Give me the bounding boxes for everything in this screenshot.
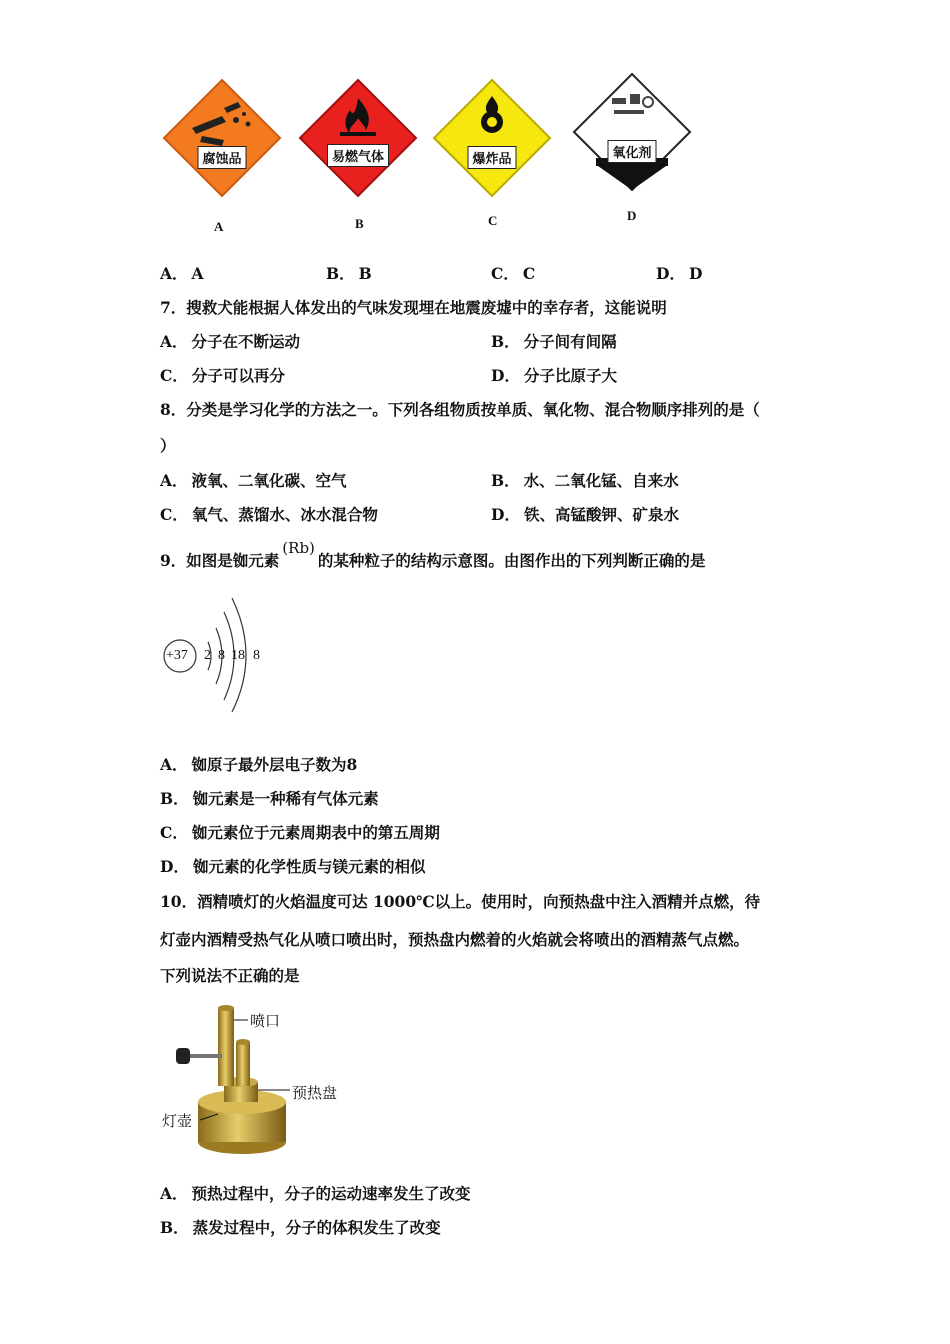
preheat-plate-label: 预热盘	[292, 1084, 338, 1102]
q6-option-d[interactable]	[656, 262, 702, 284]
option-text: 蒸发过程中，分子的体积发生了改变	[192, 1218, 441, 1237]
q9-stem	[160, 539, 706, 571]
option-label: A．	[160, 332, 188, 351]
option-text: 液氧、二氧化碳、空气	[191, 471, 347, 490]
option-label: A．	[160, 264, 188, 283]
option-label: A．	[160, 471, 188, 490]
option-label: C．	[491, 264, 519, 283]
atomic-structure-diagram	[162, 594, 272, 714]
shell-3-electrons: 18	[231, 648, 245, 663]
hazard-sign-text: 氧化剂	[607, 140, 656, 163]
lamp-pot-label: 灯壶	[162, 1112, 193, 1130]
q8-option-b[interactable]	[491, 469, 679, 491]
option-label: D．	[491, 366, 520, 385]
q10-option-a[interactable]	[160, 1182, 471, 1204]
flame-diamond-icon	[298, 78, 418, 198]
q10-stem-line-1: 10．酒精喷灯的火焰温度可达 1000℃以上。使用时，向预热盘中注入酒精并点燃，待	[160, 892, 761, 911]
shell-2-electrons: 8	[218, 648, 225, 663]
sign-caption-c: C	[488, 213, 498, 228]
q6-option-b[interactable]	[326, 262, 372, 284]
option-text: 水、二氧化锰、自来水	[523, 471, 679, 490]
q6-option-c[interactable]	[491, 262, 535, 284]
sign-caption-a: A	[214, 219, 224, 234]
option-text: 铷元素位于元素周期表中的第五周期	[191, 823, 440, 842]
q9-option-a[interactable]	[160, 753, 357, 775]
q9-option-d[interactable]	[160, 855, 425, 877]
q10-stem-line-3: 下列说法不正确的是	[160, 966, 300, 985]
option-label: D．	[160, 857, 189, 876]
option-text: 铷元素的化学性质与镁元素的相似	[192, 857, 426, 876]
option-label: B．	[326, 264, 355, 283]
option-text: 氧气、蒸馏水、冰水混合物	[191, 505, 378, 524]
q7-stem: 7．搜救犬能根据人体发出的气味发现埋在地震废墟中的幸存者，这能说明	[160, 298, 667, 317]
option-text: 铁、高锰酸钾、矿泉水	[523, 505, 679, 524]
shell-1-electrons: 2	[204, 648, 211, 663]
option-label: B．	[491, 332, 520, 351]
hazard-sign-corrosive	[162, 78, 282, 198]
option-text: 铷原子最外层电子数为8	[191, 755, 358, 774]
option-label: D．	[491, 505, 520, 524]
hazard-sign-text: 爆炸品	[467, 146, 516, 169]
alcohol-blowtorch-figure	[160, 1002, 360, 1162]
rb-symbol: (Rb)	[282, 539, 315, 557]
q10-stem-line-2: 灯壶内酒精受热气化从喷口喷出时，预热盘内燃着的火焰就会将喷出的酒精蒸气点燃。	[160, 930, 750, 949]
option-text: 分子比原子大	[523, 366, 617, 385]
q7-option-d[interactable]	[491, 364, 617, 386]
option-text: C	[522, 264, 536, 283]
q8-option-d[interactable]	[491, 503, 679, 525]
q9-option-c[interactable]	[160, 821, 440, 843]
q7-option-b[interactable]	[491, 330, 617, 352]
q7-option-a[interactable]	[160, 330, 300, 352]
option-text: 分子可以再分	[191, 366, 285, 385]
q7-option-c[interactable]	[160, 364, 285, 386]
option-text: 铷元素是一种稀有气体元素	[192, 789, 379, 808]
option-text: 分子在不断运动	[191, 332, 301, 351]
option-text: D	[688, 264, 703, 283]
sign-caption-d: D	[627, 208, 637, 223]
hazard-sign-text: 腐蚀品	[197, 146, 246, 169]
option-text: 预热过程中，分子的运动速率发生了改变	[191, 1184, 471, 1203]
q8-stem: 8．分类是学习化学的方法之一。下列各组物质按单质、氧化物、混合物顺序排列的是（	[160, 400, 760, 419]
option-label: B．	[160, 1218, 189, 1237]
option-label: A．	[160, 1184, 188, 1203]
q9-option-b[interactable]	[160, 787, 379, 809]
hazard-sign-text: 易燃气体	[327, 144, 389, 167]
option-label: B．	[491, 471, 520, 490]
nucleus-charge: +37	[166, 648, 188, 663]
hazard-sign-flammable-gas	[298, 78, 418, 198]
option-label: C．	[160, 823, 188, 842]
q8-option-a[interactable]	[160, 469, 347, 491]
q8-stem-continued: ）	[160, 436, 176, 455]
shell-4-electrons: 8	[253, 648, 260, 663]
q10-option-b[interactable]	[160, 1216, 441, 1238]
q9-stem-after: 的某种粒子的结构示意图。由图作出的下列判断正确的是	[317, 551, 706, 570]
option-label: C．	[160, 505, 188, 524]
nozzle-label: 喷口	[250, 1012, 281, 1030]
sign-caption-b: B	[355, 216, 364, 231]
option-label: C．	[160, 366, 188, 385]
option-text: B	[358, 264, 372, 283]
option-label: D．	[656, 264, 685, 283]
q8-option-c[interactable]	[160, 503, 378, 525]
hazard-sign-explosive	[432, 78, 552, 198]
option-text: 分子间有间隔	[523, 332, 617, 351]
hazard-sign-oxidizer	[572, 72, 692, 192]
explosive-diamond-icon	[432, 78, 552, 198]
option-text: A	[191, 264, 204, 283]
option-label: B．	[160, 789, 189, 808]
q9-stem-before: 9．如图是铷元素	[160, 551, 280, 570]
corrosive-diamond-icon	[162, 78, 282, 198]
oxidizer-diamond-icon	[572, 72, 692, 192]
option-label: A．	[160, 755, 188, 774]
q6-option-a[interactable]	[160, 262, 204, 284]
